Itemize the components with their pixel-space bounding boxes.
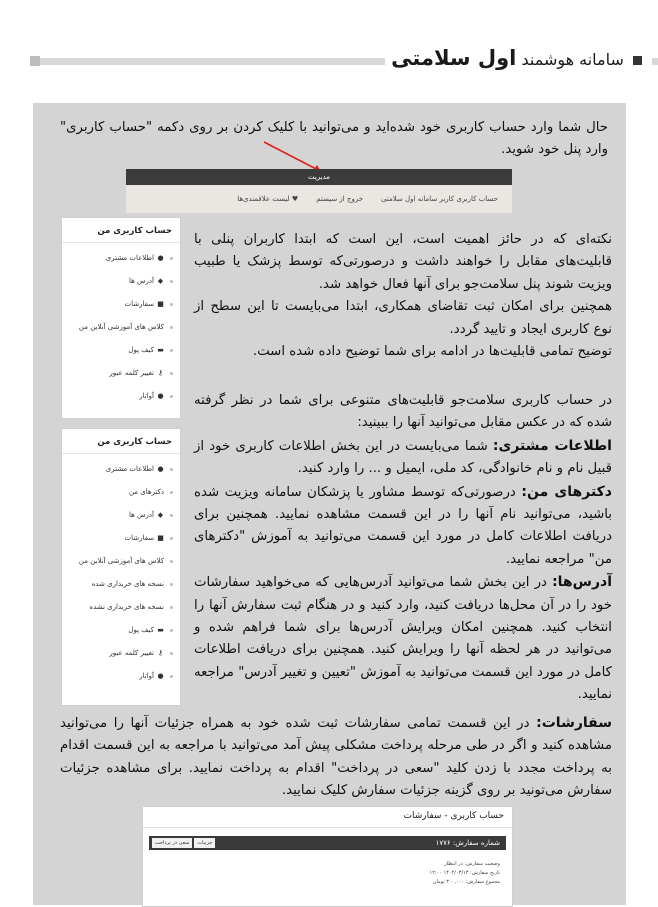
header-title-bold: اول سلامتی — [391, 46, 517, 70]
order-details-button[interactable]: جزییات — [194, 838, 215, 848]
menu-small-item-online-classes[interactable] — [62, 316, 180, 339]
menu-item-label: اطلاعات مشتری — [105, 254, 154, 262]
menu-item-label: نسخه های خریداری نشده — [89, 603, 164, 611]
menu-large-item-purchased-prescriptions[interactable] — [62, 573, 180, 596]
header-square-icon — [633, 56, 642, 65]
header-title-prefix: سامانه هوشمند — [521, 50, 624, 69]
menu-large-item-avatar[interactable] — [62, 665, 180, 688]
order-number: شماره سفارش: ۱۷۷۶ — [435, 839, 500, 847]
customer-info-text: شما می‌بایست در این بخش اطلاعات کاربری خود از قبیل نام و نام خانوادگی، کد ملی، ایمیل و ... را وارد کنید. — [194, 438, 612, 477]
menu-item-label: کیف پول — [128, 626, 154, 634]
logout-link[interactable]: خروج از سیستم — [316, 195, 364, 203]
order-status: وضعیت سفارش: در انتظار — [444, 861, 500, 867]
menu-item-label: آدرس ها — [128, 277, 154, 285]
note3-text: توضیح تمامی قابلیت‌ها در ادامه برای شما توضیح داده شده است. — [252, 344, 612, 360]
menu-item-label: آواتار — [139, 392, 154, 400]
menu-item-label: سفارشات — [124, 300, 154, 308]
note-paragraph — [194, 229, 612, 363]
menu-large-item-my-doctors[interactable] — [62, 481, 180, 504]
orders-screenshot — [142, 806, 513, 907]
my-doctors-text: درصورتی‌که توسط مشاور یا پزشکان سامانه ویزیت شده باشید، می‌توانید نام آنها را در این قسمت مشاهده نمایید. همچنین برای دریافت اطلاعات کامل در مورد این قسمت می‌توانید به آموزش "دکترهای من" مراجعه نمایید. — [194, 484, 612, 567]
account-link[interactable]: حساب کاربری کاربر سامانه اول سلامتی — [381, 195, 498, 203]
menu-item-label: نسخه های خریداری شده — [91, 580, 164, 588]
user-icon: ● — [157, 465, 164, 473]
intro-paragraph: حال شما وارد حساب کاربری خود شده‌اید و می‌توانید با کلیک کردن بر روی دکمه "حساب کاربری" وارد پنل خود شوید. — [60, 120, 608, 158]
menu-item-label: کلاس های آموزشی آنلاین من — [78, 557, 164, 565]
wishlist-link[interactable] — [237, 195, 298, 203]
orders-text: در این قسمت تمامی سفارشات ثبت شده خود به همراه جزئیات آنها را می‌توانید مشاهده کنید و اگر در طی مرحله پرداخت مشکلی پیش آمد می‌توانید با مراجعه به این قسمت اقدام به پرداخت مجدد با زدن کلید "سعی در پرداخت" اقدام به پرداخت نمایید. برای مشاهده جزئیات سفارش می‌تونید بر روی گزینه جزئیات سفارش کلیک نمایید. — [60, 716, 612, 799]
account-menu-small — [61, 217, 181, 419]
menu-large-item-customer-info[interactable] — [62, 458, 180, 481]
account-menu-large — [61, 428, 181, 706]
menu-large-item-orders[interactable] — [62, 527, 180, 550]
user-icon: ● — [157, 672, 164, 680]
menu-item-label: تغییر کلمه عبور — [109, 369, 154, 377]
user-icon: ● — [157, 392, 164, 400]
menu-item-label: آدرس ها — [128, 511, 154, 519]
menu-small-item-customer-info[interactable] — [62, 247, 180, 270]
addresses-paragraph — [194, 571, 612, 706]
note2-text: همچنین برای امکان ثبت تقاضای همکاری، ابتدا می‌بایست تا این سطح از نوع کاربری ایجاد و تایید گردد. — [194, 299, 612, 337]
key-icon: ⚷ — [157, 649, 164, 657]
page-header — [30, 40, 658, 80]
map-pin-icon: ◆ — [157, 511, 164, 519]
menu-item-label: کیف پول — [128, 346, 154, 354]
menu-small-item-avatar[interactable] — [62, 385, 180, 408]
menu-large-item-wallet[interactable] — [62, 619, 180, 642]
menu-small-title: حساب کاربری من — [62, 218, 180, 243]
order-total: مجموع سفارش: ۳۰۰,۰۰۰ تومان — [432, 879, 500, 885]
retry-payment-button[interactable]: سعی در پرداخت — [152, 838, 192, 848]
menu-item-label: آواتار — [139, 672, 154, 680]
header-title — [385, 46, 652, 70]
map-pin-icon: ◆ — [157, 277, 164, 285]
order-details — [143, 850, 512, 887]
menu-item-label: دکترهای من — [128, 488, 164, 496]
menu-large-item-online-classes[interactable] — [62, 550, 180, 573]
order-date: تاریخ سفارش: ۱۴۰۲/۰۳/۱۳ ۱۲:۰۰ — [429, 870, 500, 876]
admin-bar-top: مدیریت — [126, 169, 512, 185]
menu-large-item-addresses[interactable] — [62, 504, 180, 527]
menu-item-label: اطلاعات مشتری — [105, 465, 154, 473]
menu-small-item-change-password[interactable] — [62, 362, 180, 385]
menu-item-label: تغییر کلمه عبور — [109, 649, 154, 657]
user-icon: ● — [157, 254, 164, 262]
heart-icon: ♥ — [291, 195, 299, 203]
menu-large-item-change-password[interactable] — [62, 642, 180, 665]
customer-info-label: اطلاعات مشتری: — [492, 437, 612, 454]
note-text: نکته‌ای که در حائز اهمیت است، این است که ابتدا کاربران پنلی با قابلیت‌های مقابل را خواهند داشت و درصورتی‌که توسط پزشک یا طبیب ویزیت شوند پنل سلامت‌جو برای آنها فعال خواهد شد. — [194, 232, 612, 292]
admin-bar-menu — [126, 185, 512, 213]
wallet-icon: ▬ — [157, 346, 164, 354]
addresses-text: در این بخش شما می‌توانید آدرس‌هایی که می‌خواهید سفارشات خود را در آن محل‌ها دریافت کنید، وارد کنید و در هنگام ثبت سفارش آنها را انتخاب کنید. همچنین امکان ویرایش آدرس‌ها برای شما فراهم شده و می‌توانید در هر لحظه آنها را ویرایش کنید. همچنین برای دریافت اطلاعات کامل در مورد این قسمت می‌توانید به آموزش "تعیین و تغییر آدرس" مراجعه نمایید. — [194, 575, 612, 703]
order-bar — [149, 836, 506, 850]
orders-label: سفارشات: — [536, 715, 612, 731]
admin-bar-screenshot — [126, 169, 512, 213]
features-intro-text: در حساب کاربری سلامت‌جو قابلیت‌های متنوعی برای شما در نظر گرفته شده که در عکس مقابل می‌توانید آنها را ببینید: — [194, 393, 612, 431]
menu-item-label: سفارشات — [124, 534, 154, 542]
menu-small-item-addresses[interactable] — [62, 270, 180, 293]
header-left-square — [30, 56, 40, 66]
customer-info-paragraph — [194, 435, 612, 481]
features-paragraph — [194, 390, 612, 707]
menu-small-item-orders[interactable] — [62, 293, 180, 316]
menu-large-title: حساب کاربری من — [62, 429, 180, 454]
orders-title: حساب کاربری - سفارشات — [143, 807, 512, 828]
cart-icon: ■ — [157, 300, 164, 308]
menu-small-item-wallet[interactable] — [62, 339, 180, 362]
menu-item-label: کلاس های آموزشی آنلاین من — [78, 323, 164, 331]
my-doctors-label: دکترهای من: — [521, 483, 612, 500]
order-buttons — [152, 838, 215, 848]
key-icon: ⚷ — [157, 369, 164, 377]
wishlist-label: لیست علاقمندی‌ها — [237, 195, 290, 203]
my-doctors-paragraph — [194, 481, 612, 572]
menu-large-item-unpurchased-prescriptions[interactable] — [62, 596, 180, 619]
addresses-label: آدرس‌ها: — [552, 574, 612, 591]
cart-icon: ■ — [157, 534, 164, 542]
wallet-icon: ▬ — [157, 626, 164, 634]
orders-paragraph — [60, 712, 612, 803]
